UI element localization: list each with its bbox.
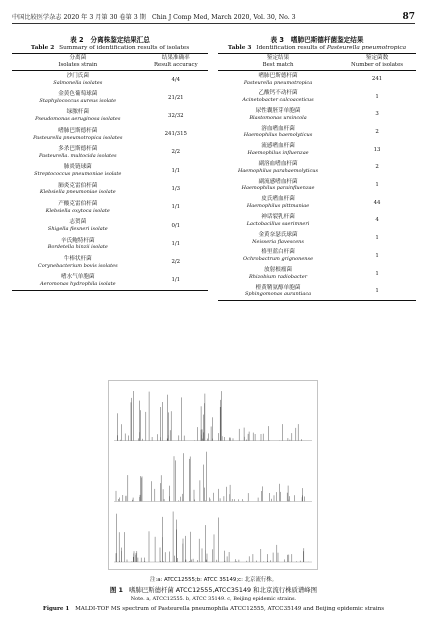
species-name-en: Haemophilus pittmaniae [246,203,310,210]
table2-row [12,71,208,89]
species-cell [12,125,144,143]
species-name-cn: 绿脓杆菌 [66,109,89,116]
figure-label-en: Figure 1 [42,606,70,612]
table-3-label-en: Table 3 [227,45,252,51]
col-header-cn: 分离菌 [69,55,87,61]
table-3-header-row [218,54,416,71]
species-name-cn: 辛氏鲍特杆菌 [61,237,95,244]
table-3-title-en-species: Pasteurella pneumotropica [326,45,407,51]
table-2-title-cn: 分离株鉴定结果汇总 [90,36,150,44]
table-2-caption-cn [12,34,208,44]
species-name-cn: 神话裂乳杆菌 [261,214,295,221]
figure-note-en: Note. a, ATCC12555. b, ATCC 35149. c, Beijing epidemic strains. [130,596,297,602]
species-name-cn: 嗜肺巴斯德杆菌 [258,72,298,79]
table-2-col-isolates [12,54,144,71]
species-name-cn: 橙黄鞘氨醇单胞菌 [255,284,301,291]
value-cell: 21/21 [168,94,184,101]
table-2-caption-en [12,45,208,51]
species-name-cn: 皮氏嗜血杆菌 [261,196,295,203]
table-3-title-en: Identification results of [256,45,325,51]
journal-info: 中国比较医学杂志 2020 年 3 月第 30 卷第 3 期 Chin J Comp Med, March 2020, Vol. 30, No. 3 [12,14,296,21]
col-header-cn: 鉴定菌数 [365,55,389,61]
species-name-cn: 金黄色葡萄球菌 [58,91,98,98]
species-name-en: Haemophilus influenzae [247,150,309,157]
table-3-label-cn: 表 3 [270,36,285,44]
species-name-cn: 溶血嗜血杆菌 [261,125,295,132]
table-2-title-en: Summary of identification results of isolates [59,45,190,51]
species-cell [12,235,144,253]
value-cell: 1/1 [171,204,181,211]
value-cell: 13 [373,146,381,153]
species-name-cn: 尿性囊胚芽单胞菌 [255,107,301,114]
species-cell [12,253,144,271]
table-2-label-en: Table 2 [30,45,55,51]
species-name-cn: 多杀巴斯德杆菌 [58,146,98,153]
figure-title-en: MALDI-TOF MS spectrum of Pasteurella pneumophila ATCC12555, ATCC35149 and Beijing epidemic strains [75,606,385,612]
species-cell [12,89,144,107]
species-name-en: Pasteurella pneumotropica [243,79,313,86]
table3-row [218,124,416,142]
table-2-col-accuracy [144,54,208,71]
value-cell: 44 [373,199,381,206]
col-header-cn: 结果准确率 [161,55,190,61]
value-cell: 1/1 [171,277,181,284]
table2-row [12,199,208,217]
value-cell: 1 [375,235,379,242]
col-header-cn: 鉴定结果 [266,55,290,61]
table2-row [12,107,208,125]
table-3 [218,34,416,301]
spectrum-peaks [116,512,308,563]
species-name-en: Streptococcus pneumoniae isolate [34,171,122,178]
value-cell: 1 [375,252,379,259]
species-name-cn: 副流感嗜血杆菌 [258,178,298,185]
species-cell [218,177,338,195]
table-2-grid [12,53,208,291]
table2-row [12,144,208,162]
value-cell: 1 [375,182,379,189]
species-name-en: Bordetella hinzii isolate [47,244,108,251]
table2-row [12,162,208,180]
table-3-title-cn: 嗜肺巴斯德杆菌鉴定结果 [290,36,364,44]
spectrum-peaks [116,452,305,502]
value-cell: 2/2 [171,149,181,156]
table-3-caption-cn [218,34,416,44]
species-name-cn: 放射根瘤菌 [264,267,293,274]
species-name-cn: 志贺菌 [69,219,87,226]
value-cell: 4 [375,217,379,224]
species-name-en: Pasteurella. multocida isolates [38,152,117,159]
table3-row [218,194,416,212]
species-name-en: Ochrobactrum grignonense [243,256,314,263]
species-name-cn: 牛棒状杆菌 [63,255,92,262]
species-name-cn: 流感嗜血杆菌 [261,143,295,150]
ms-spectrum-image [108,380,318,570]
species-cell [12,71,144,89]
value-cell: 1 [375,270,379,277]
species-name-cn: 产酸克雷伯杆菌 [58,200,98,207]
table3-row [218,230,416,248]
table-3-grid [218,53,416,301]
value-cell: 241 [371,76,383,83]
table3-row [218,283,416,301]
table2-row [12,89,208,107]
species-cell [218,212,338,230]
species-name-en: Rhizobium radiobacter [248,273,308,280]
species-cell [12,217,144,235]
value-cell: 2/2 [171,259,181,266]
species-name-en: Lactobacillus saerimneri [246,220,310,227]
species-cell [12,272,144,290]
species-name-cn: 金黄奈瑟氏球菌 [258,231,298,238]
value-cell: 1/3 [171,186,181,193]
value-cell: 1/1 [171,240,181,247]
species-name-cn: 嗜水气单胞菌 [61,273,95,280]
species-name-en: Haemophilus haemolyticus [243,132,313,139]
page-number: 87 [402,11,415,22]
species-name-en: Salmonella isolates [53,79,103,86]
figure-label-cn: 图 1 [109,586,123,594]
col-header-en: Best match [262,62,294,68]
species-cell [218,265,338,283]
table2-row [12,125,208,143]
figure-note-cn: 注:a: ATCC12555;b: ATCC 35149;c: 北京流行株。 [149,577,278,583]
col-header-en: Number of isolates [351,62,404,68]
table2-row [12,253,208,271]
species-cell [12,107,144,125]
value-cell: 32/32 [168,112,184,119]
table-3-col-best-match [218,54,338,71]
species-cell [218,124,338,142]
species-cell [12,144,144,162]
species-name-en: Neisseria flavescens [252,238,304,245]
figure-title-cn: 嗜肺巴斯德杆菌 ATCC12555,ATCC35149 和北京流行株质谱峰图 [129,586,318,594]
col-header-en: Result accuracy [153,62,198,68]
table-2-body [12,71,208,291]
species-cell [218,194,338,212]
table3-row [218,159,416,177]
ms-spectrum-figure [108,380,318,570]
table3-row [218,106,416,124]
table-2 [12,34,208,291]
species-name-cn: 副溶血嗜血杆菌 [258,160,298,167]
species-cell [218,141,338,159]
species-name-cn: 肺炎克雷伯杆菌 [58,182,98,189]
species-name-cn: 格里蓝白杆菌 [261,249,295,256]
figure-frame [109,381,318,570]
value-cell: 241/315 [164,131,187,138]
table3-row [218,71,416,89]
table3-row [218,88,416,106]
species-name-en: Blastomonas ursincola [249,114,307,121]
table3-row [218,265,416,283]
species-name-en: Staphylococcus aureus isolate [39,97,117,104]
table-3-col-count [338,54,416,71]
running-header [12,10,415,24]
spectrum-peaks [117,391,301,441]
figure-caption-en [12,606,415,612]
species-cell [218,159,338,177]
value-cell: 4/4 [171,76,181,83]
species-cell [218,283,338,301]
table-2-header-row [12,54,208,71]
species-name-en: Klebsiella oxytoca isolate [45,207,110,214]
table-3-caption-en [218,45,416,51]
species-name-en: Corynebacterium bovis isolates [37,262,118,269]
species-name-en: Acinetobacter calcoaceticus [242,97,314,104]
species-name-en: Shigella flexneri isolate [47,226,108,233]
table3-row [218,212,416,230]
table-2-label-cn: 表 2 [70,36,84,44]
species-name-cn: 嗜肺巴斯德杆菌 [58,127,98,134]
species-name-en: Klebsiella pneumoniae isolate [39,189,116,196]
value-cell: 1 [375,93,379,100]
table3-row [218,141,416,159]
species-name-cn: 乙酸钙不动杆菌 [258,90,298,97]
species-name-cn: 沙门氏菌 [66,73,89,80]
species-cell [12,180,144,198]
value-cell: 1/1 [171,167,181,174]
value-cell: 0/1 [171,222,181,229]
species-name-en: Aeromonas hydrophila isolate [39,280,116,287]
value-cell: 2 [375,129,379,135]
table3-row [218,247,416,265]
species-cell [12,199,144,217]
table2-row [12,235,208,253]
value-cell: 1 [375,287,379,294]
table2-row [12,180,208,198]
species-name-en: Pseudomonas aeruginosa isolates [35,116,121,123]
figure-caption-cn [0,585,427,594]
species-cell [218,247,338,265]
table3-row [218,177,416,195]
species-name-en: Haemophilus parahaemolyticus [237,167,319,174]
species-cell [218,71,338,89]
col-header-en: Isolates strain [58,62,98,68]
species-cell [218,106,338,124]
species-cell [218,88,338,106]
species-cell [12,162,144,180]
value-cell: 3 [375,111,379,118]
value-cell: 2 [375,164,379,171]
table-3-body [218,71,416,301]
table2-row [12,217,208,235]
species-name-cn: 肺炎链球菌 [63,164,92,171]
species-name-en: Haemophilus parainfluenzae [241,185,315,192]
species-name-en: Pasteurella pneumotropica isolates [33,134,123,141]
table2-row [12,272,208,290]
species-cell [218,230,338,248]
species-name-en: Sphingomonas aurantiaca [244,291,312,298]
